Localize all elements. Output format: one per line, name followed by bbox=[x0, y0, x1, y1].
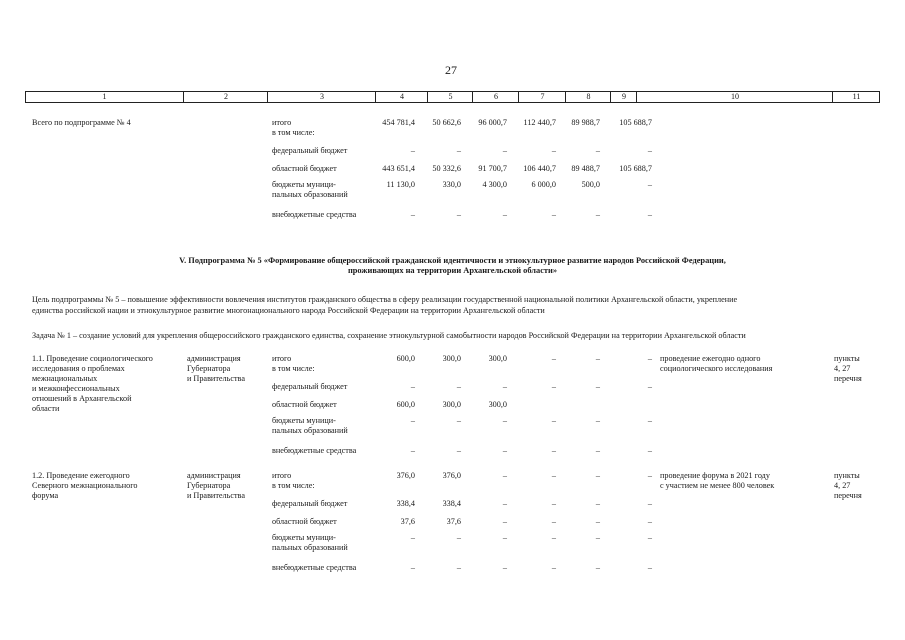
value-cell: 454 781,4 bbox=[382, 118, 415, 127]
value-cell: – bbox=[551, 533, 556, 542]
column-header-8: 8 bbox=[565, 92, 611, 102]
value-cell: – bbox=[551, 471, 556, 480]
value-cell: – bbox=[551, 210, 556, 219]
executor-line: администрация bbox=[187, 354, 241, 363]
value-cell: 105 688,7 bbox=[619, 118, 652, 127]
result-line: с участием не менее 800 человек bbox=[660, 481, 775, 490]
source-label: федеральный бюджет bbox=[272, 146, 348, 155]
value-cell: 105 688,7 bbox=[619, 164, 652, 173]
value-cell: – bbox=[551, 563, 556, 572]
source-label: итого bbox=[272, 354, 292, 363]
value-cell: 300,0 bbox=[488, 400, 507, 409]
value-cell: – bbox=[410, 563, 415, 572]
value-cell: – bbox=[551, 354, 556, 363]
value-cell: – bbox=[456, 210, 461, 219]
source-label: в том числе: bbox=[272, 128, 315, 137]
value-cell: – bbox=[502, 382, 507, 391]
points-line: перечня bbox=[834, 374, 862, 383]
value-cell: – bbox=[647, 471, 652, 480]
value-cell: – bbox=[647, 517, 652, 526]
value-cell: 4 300,0 bbox=[482, 180, 507, 189]
item-name-line: Северного межнационального bbox=[32, 481, 138, 490]
value-cell: – bbox=[502, 517, 507, 526]
subprogram-goal-line-1: Цель подпрограммы № 5 – повышение эффективности вовлечения институтов гражданского общества в сферу реализации государственной национальной политики Архангельской области, укрепление bbox=[32, 295, 738, 304]
value-cell: – bbox=[551, 517, 556, 526]
points-line: перечня bbox=[834, 491, 862, 500]
source-label: бюджеты муници- bbox=[272, 416, 336, 425]
value-cell: – bbox=[456, 416, 461, 425]
item-name-line: отношений в Архангельской bbox=[32, 394, 132, 403]
executor-line: и Правительства bbox=[187, 491, 245, 500]
value-cell: – bbox=[595, 210, 600, 219]
task-statement: Задача № 1 – создание условий для укрепления общероссийского гражданского единства, сохранение этнокультурной самобытности народов Российской Федерации на территории Архангельской области bbox=[32, 331, 746, 340]
section-title-line-2: проживающих на территории Архангельской области» bbox=[347, 266, 558, 275]
block4-label: Всего по подпрограмме № 4 bbox=[32, 118, 131, 127]
value-cell: – bbox=[647, 180, 652, 189]
item-name-line: и межконфессиональных bbox=[32, 384, 120, 393]
value-cell: 300,0 bbox=[442, 400, 461, 409]
section-title-line-1: V. Подпрограмма № 5 «Формирование общероссийской гражданской идентичности и этнокультурное развитие народов Российской Федерации, bbox=[179, 256, 726, 265]
value-cell: – bbox=[647, 146, 652, 155]
value-cell: – bbox=[410, 382, 415, 391]
value-cell: – bbox=[502, 471, 507, 480]
value-cell: – bbox=[647, 382, 652, 391]
source-label: внебюджетные средства bbox=[272, 563, 357, 572]
value-cell: 600,0 bbox=[396, 354, 415, 363]
value-cell: – bbox=[595, 517, 600, 526]
executor-line: администрация bbox=[187, 471, 241, 480]
points-line: 4, 27 bbox=[834, 364, 851, 373]
value-cell: – bbox=[410, 210, 415, 219]
value-cell: – bbox=[595, 416, 600, 425]
value-cell: – bbox=[502, 416, 507, 425]
value-cell: – bbox=[456, 563, 461, 572]
value-cell: – bbox=[647, 446, 652, 455]
source-label: областной бюджет bbox=[272, 400, 337, 409]
value-cell: 37,6 bbox=[400, 517, 415, 526]
value-cell: – bbox=[647, 354, 652, 363]
source-label: бюджеты муници- bbox=[272, 180, 336, 189]
column-header-4: 4 bbox=[375, 92, 428, 102]
column-header-6: 6 bbox=[472, 92, 519, 102]
value-cell: 112 440,7 bbox=[523, 118, 556, 127]
item-name-line: 1.2. Проведение ежегодного bbox=[32, 471, 130, 480]
source-label: федеральный бюджет bbox=[272, 382, 348, 391]
item-name-line: межнациональных bbox=[32, 374, 98, 383]
value-cell: – bbox=[410, 416, 415, 425]
value-cell: – bbox=[502, 499, 507, 508]
value-cell: 376,0 bbox=[442, 471, 461, 480]
source-label: внебюджетные средства bbox=[272, 210, 357, 219]
value-cell: – bbox=[647, 563, 652, 572]
value-cell: – bbox=[595, 563, 600, 572]
value-cell: – bbox=[595, 382, 600, 391]
value-cell: 89 488,7 bbox=[571, 164, 600, 173]
value-cell: – bbox=[647, 499, 652, 508]
value-cell: 300,0 bbox=[488, 354, 507, 363]
column-header-10: 10 bbox=[636, 92, 833, 102]
source-label: внебюджетные средства bbox=[272, 446, 357, 455]
value-cell: 338,4 bbox=[396, 499, 415, 508]
item-name-line: форума bbox=[32, 491, 59, 500]
value-cell: 6 000,0 bbox=[531, 180, 556, 189]
value-cell: 50 662,6 bbox=[432, 118, 461, 127]
source-label: областной бюджет bbox=[272, 517, 337, 526]
result-line: социологического исследования bbox=[660, 364, 773, 373]
value-cell: 443 651,4 bbox=[382, 164, 415, 173]
value-cell: 50 332,6 bbox=[432, 164, 461, 173]
source-label: в том числе: bbox=[272, 481, 315, 490]
value-cell: 600,0 bbox=[396, 400, 415, 409]
page-number: 27 bbox=[445, 63, 457, 77]
source-label: областной бюджет bbox=[272, 164, 337, 173]
source-label: федеральный бюджет bbox=[272, 499, 348, 508]
value-cell: – bbox=[647, 210, 652, 219]
column-header-row bbox=[25, 91, 880, 103]
column-header-1: 1 bbox=[102, 92, 107, 101]
column-header-9: 9 bbox=[610, 92, 637, 102]
points-line: пункты bbox=[834, 354, 860, 363]
value-cell: 376,0 bbox=[396, 471, 415, 480]
executor-line: Губернатора bbox=[187, 364, 231, 373]
source-label: пальных образований bbox=[272, 426, 348, 435]
source-label: бюджеты муници- bbox=[272, 533, 336, 542]
column-header-7: 7 bbox=[518, 92, 566, 102]
value-cell: – bbox=[502, 533, 507, 542]
value-cell: 500,0 bbox=[581, 180, 600, 189]
value-cell: – bbox=[456, 146, 461, 155]
value-cell: – bbox=[551, 382, 556, 391]
result-line: проведение ежегодно одного bbox=[660, 354, 761, 363]
source-label: пальных образований bbox=[272, 190, 348, 199]
subprogram-goal-line-2: единства российской нации и этнокультурное развитие многонационального народа Российской Федерации на территории Архангельской области bbox=[32, 306, 545, 315]
value-cell: – bbox=[502, 563, 507, 572]
value-cell: – bbox=[551, 416, 556, 425]
value-cell: – bbox=[595, 146, 600, 155]
value-cell: 300,0 bbox=[442, 354, 461, 363]
value-cell: 11 130,0 bbox=[386, 180, 415, 189]
value-cell: – bbox=[551, 499, 556, 508]
value-cell: – bbox=[595, 446, 600, 455]
value-cell: – bbox=[502, 146, 507, 155]
item-name-line: исследования о проблемах bbox=[32, 364, 125, 373]
value-cell: 330,0 bbox=[442, 180, 461, 189]
value-cell: – bbox=[647, 416, 652, 425]
points-line: 4, 27 bbox=[834, 481, 851, 490]
value-cell: – bbox=[410, 446, 415, 455]
value-cell: – bbox=[502, 446, 507, 455]
value-cell: – bbox=[410, 533, 415, 542]
value-cell: – bbox=[595, 471, 600, 480]
source-label: пальных образований bbox=[272, 543, 348, 552]
value-cell: – bbox=[551, 146, 556, 155]
value-cell: 91 700,7 bbox=[478, 164, 507, 173]
value-cell: – bbox=[502, 210, 507, 219]
source-label: в том числе: bbox=[272, 364, 315, 373]
value-cell: 106 440,7 bbox=[523, 164, 556, 173]
executor-line: и Правительства bbox=[187, 374, 245, 383]
value-cell: 96 000,7 bbox=[478, 118, 507, 127]
value-cell: 338,4 bbox=[442, 499, 461, 508]
column-header-2: 2 bbox=[183, 92, 268, 102]
value-cell: – bbox=[647, 533, 652, 542]
value-cell: 37,6 bbox=[446, 517, 461, 526]
points-line: пункты bbox=[834, 471, 860, 480]
value-cell: – bbox=[551, 446, 556, 455]
column-header-11: 11 bbox=[832, 92, 880, 102]
value-cell: – bbox=[595, 499, 600, 508]
source-label: итого bbox=[272, 471, 292, 480]
value-cell: – bbox=[456, 446, 461, 455]
value-cell: – bbox=[410, 146, 415, 155]
value-cell: – bbox=[595, 354, 600, 363]
value-cell: – bbox=[595, 533, 600, 542]
source-label: итого bbox=[272, 118, 292, 127]
executor-line: Губернатора bbox=[187, 481, 231, 490]
result-line: проведение форума в 2021 году bbox=[660, 471, 770, 480]
item-name-line: 1.1. Проведение социологического bbox=[32, 354, 153, 363]
column-header-5: 5 bbox=[427, 92, 473, 102]
value-cell: – bbox=[456, 382, 461, 391]
item-name-line: области bbox=[32, 404, 60, 413]
value-cell: 89 988,7 bbox=[571, 118, 600, 127]
value-cell: – bbox=[456, 533, 461, 542]
column-header-3: 3 bbox=[267, 92, 376, 102]
